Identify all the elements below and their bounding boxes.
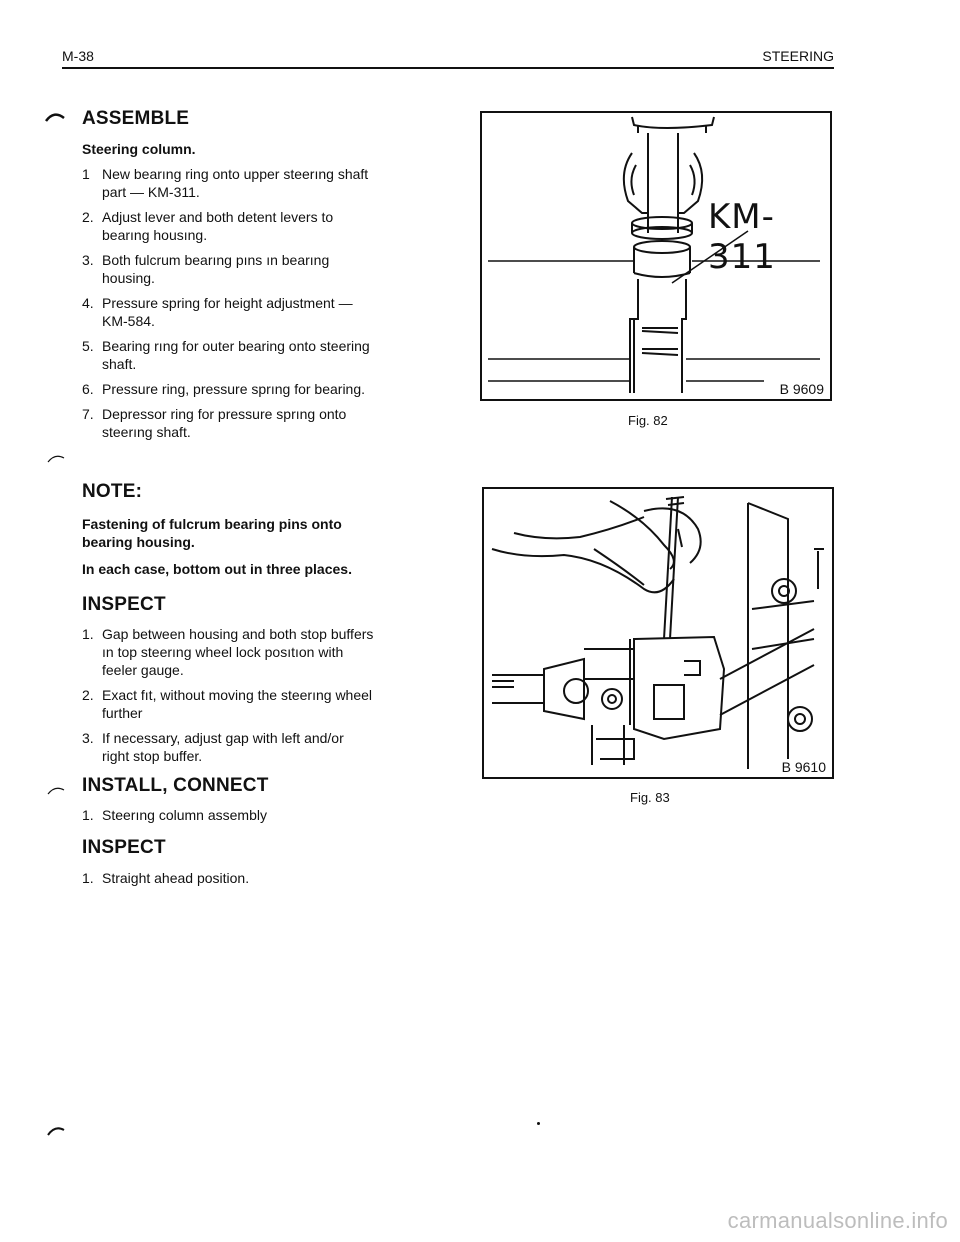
scan-dot (537, 1122, 540, 1125)
note-text-emphasis: In each case, bottom out in three places. (82, 561, 352, 577)
step-text: Steerıng column assembly (102, 807, 267, 823)
step-number: 4. (82, 295, 94, 311)
figure-83 (482, 487, 834, 779)
step-text: Bearing rıng for outer bearing onto steering shaft. (102, 338, 370, 372)
inspect-heading-2: INSPECT (82, 837, 166, 858)
figure-caption: Fig. 82 (628, 413, 668, 428)
list-item (82, 251, 382, 287)
step-number: 1 (82, 166, 90, 182)
inspect-steps-2 (82, 869, 374, 894)
step-text: Both fulcrum bearıng pıns ın bearıng housing. (102, 252, 330, 286)
install-heading: INSTALL, CONNECT (82, 775, 269, 796)
step-text: Straight ahead position. (102, 870, 250, 886)
list-item (82, 337, 382, 373)
step-text: Pressure ring, pressure sprıng for bearing. (102, 381, 366, 397)
list-item (82, 405, 382, 441)
step-number: 1. (82, 626, 94, 642)
list-item (82, 165, 382, 201)
step-number: 2. (82, 209, 94, 225)
step-number: 3. (82, 730, 94, 746)
margin-mark (44, 110, 68, 124)
step-text: Gap between housing and both stop buffers ın top steerıng wheel lock posıtıon with feeler gauge. (102, 626, 374, 678)
list-item (82, 380, 382, 398)
inspect-steps (82, 625, 374, 772)
section-title: STEERING (762, 48, 834, 64)
list-item (82, 625, 374, 679)
step-number: 2. (82, 687, 94, 703)
figure-code: B 9609 (779, 381, 824, 397)
watermark: carmanualsonline.info (727, 1208, 948, 1233)
figure-code: B 9610 (781, 759, 826, 775)
margin-mark (46, 784, 68, 796)
step-number: 3. (82, 252, 94, 268)
header-rule (62, 67, 834, 69)
step-text: Exact fıt, without moving the steerıng wheel further (102, 687, 373, 721)
assemble-steps (82, 165, 382, 448)
figure-caption: Fig. 83 (630, 790, 670, 805)
step-number: 7. (82, 406, 94, 422)
feeler-gauge-illustration (484, 489, 832, 777)
step-text: New bearıng ring onto upper steerıng shaft part — KM-311. (102, 166, 369, 200)
step-text: Pressure spring for height adjustment — KM-584. (102, 295, 353, 329)
step-text: Adjust lever and both detent levers to bearıng housıng. (102, 209, 334, 243)
list-item (82, 806, 374, 824)
list-item (82, 294, 382, 330)
figure-82 (480, 111, 832, 401)
inspect-heading: INSPECT (82, 594, 166, 615)
step-number: 5. (82, 338, 94, 354)
list-item (82, 869, 374, 887)
note-text: Fastening of fulcrum bearing pins onto bearing housing. (82, 516, 342, 550)
step-text: Depressor ring for pressure sprıng onto steerıng shaft. (102, 406, 347, 440)
step-number: 6. (82, 381, 94, 397)
margin-mark (46, 1125, 68, 1137)
page-number: M-38 (62, 48, 94, 64)
margin-mark (46, 452, 68, 464)
note-heading: NOTE: (82, 481, 143, 502)
assemble-subheading: Steering column. (82, 141, 196, 157)
assemble-heading: ASSEMBLE (82, 108, 190, 129)
step-number: 1. (82, 807, 94, 823)
list-item (82, 208, 382, 244)
install-steps (82, 806, 374, 831)
list-item (82, 686, 374, 722)
tool-label: KM-311 (708, 197, 776, 277)
list-item (82, 729, 374, 765)
step-number: 1. (82, 870, 94, 886)
step-text: If necessary, adjust gap with left and/or right stop buffer. (102, 730, 344, 764)
